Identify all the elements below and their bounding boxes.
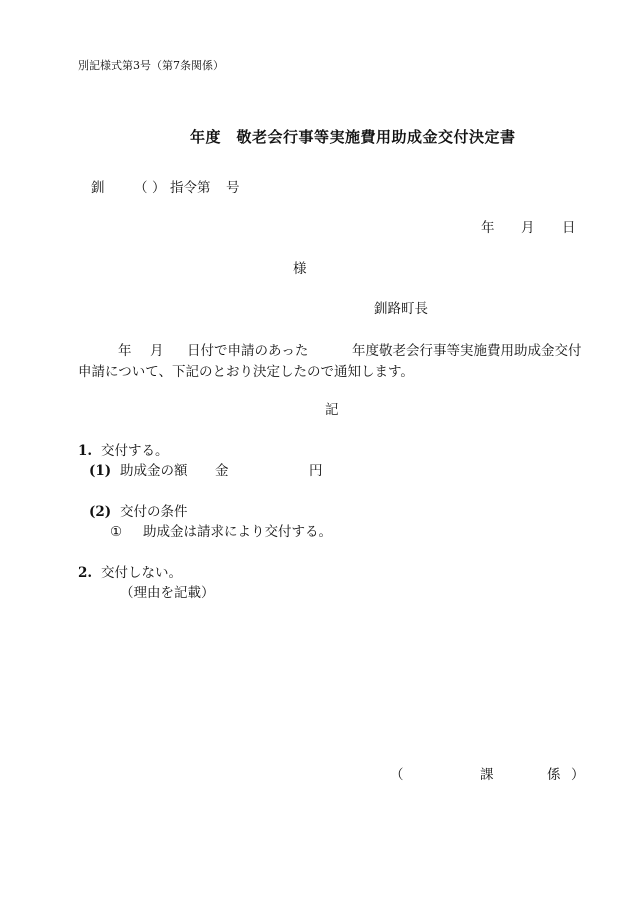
sub-1-unit: 円 bbox=[309, 463, 323, 479]
body-year: 年 bbox=[118, 343, 132, 359]
footer-kakari: 係 bbox=[547, 767, 561, 783]
sender-name: 釧路町長 bbox=[374, 301, 428, 317]
sub-1-label: 助成金の額 bbox=[120, 463, 188, 479]
item-1-label: 交付する。 bbox=[101, 443, 169, 459]
recipient-suffix: 様 bbox=[293, 261, 307, 277]
item-1-number: 1. bbox=[78, 443, 93, 459]
condition-text: 助成金は請求により交付する。 bbox=[143, 524, 332, 540]
body-text-a: 日付で申請のあった bbox=[187, 343, 309, 359]
footer-paren-close: ） bbox=[571, 767, 585, 783]
sub-1-number: (1) bbox=[89, 463, 112, 479]
body-month: 月 bbox=[150, 343, 164, 359]
footer-ka: 課 bbox=[480, 767, 494, 783]
number-suffix: 号 bbox=[226, 180, 240, 196]
document-title: 年度 敬老会行事等実施費用助成金交付決定書 bbox=[190, 128, 516, 146]
item-2-number: 2. bbox=[78, 565, 93, 581]
number-prefix: 釧 bbox=[91, 180, 105, 196]
sub-2-number: (2) bbox=[89, 504, 112, 520]
body-text-b: 年度敬老会行事等実施費用助成金交付 bbox=[352, 343, 582, 359]
directive-label: 指令第 bbox=[170, 180, 211, 196]
footer-paren-open: （ bbox=[390, 767, 404, 783]
item-2-label: 交付しない。 bbox=[101, 565, 182, 581]
item-2-note: （理由を記載） bbox=[120, 585, 215, 601]
body-line-2: 申請について、下記のとおり決定したので通知します。 bbox=[78, 364, 414, 380]
date-year: 年 bbox=[481, 220, 495, 236]
sub-2-label: 交付の条件 bbox=[120, 504, 188, 520]
condition-number: ① bbox=[110, 524, 123, 540]
form-label: 別記様式第3号（第7条関係） bbox=[78, 59, 224, 72]
date-month: 月 bbox=[521, 220, 535, 236]
sub-1-kin: 金 bbox=[215, 463, 229, 479]
date-day: 日 bbox=[562, 220, 576, 236]
number-paren-open: （ bbox=[134, 180, 148, 196]
number-paren-close: ） bbox=[152, 180, 166, 196]
ki-heading: 記 bbox=[325, 402, 339, 418]
